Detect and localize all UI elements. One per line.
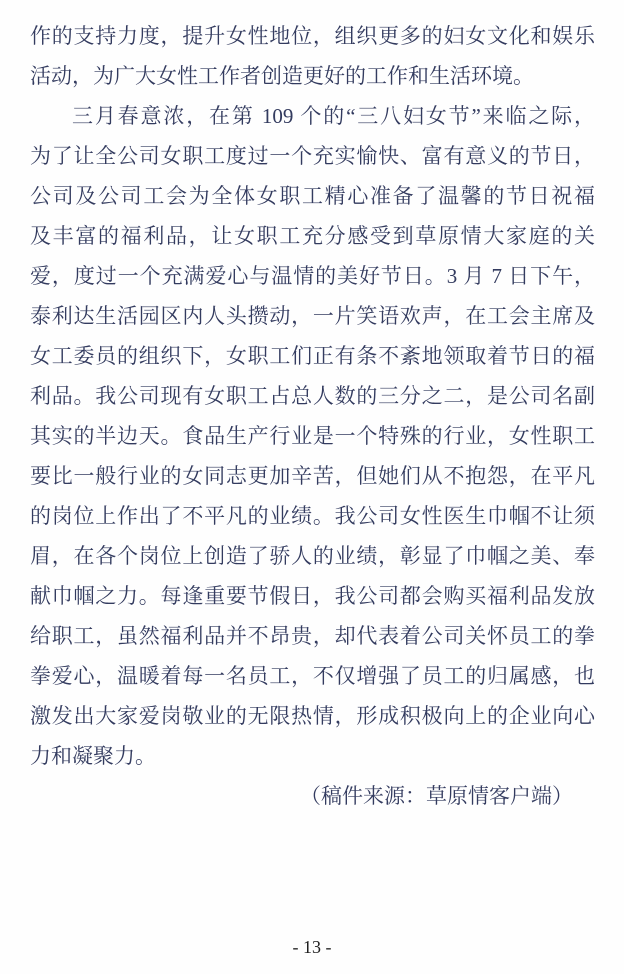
paragraph-1-line-1: 作的支持力度，提升女性地位，组织更多的妇女文化和娱乐: [30, 24, 595, 48]
paragraph-2-line-7: 女工委员的组织下，女职工们正有条不紊地领取着节日的福: [30, 344, 595, 368]
paragraph-2-line-9: 其实的半边天。食品生产行业是一个特殊的行业，女性职工: [30, 424, 595, 448]
paragraph-2-line-11: 的岗位上作出了不平凡的业绩。我公司女性医生巾帼不让须: [30, 504, 595, 528]
paragraph-2-line-3: 公司及公司工会为全体女职工精心准备了温馨的节日祝福: [30, 184, 595, 208]
page-number: - 13 -: [292, 937, 332, 957]
source-attribution: （稿件来源：草原情客户端）: [300, 784, 573, 808]
paragraph-2-line-13: 献巾帼之力。每逢重要节假日，我公司都会购买福利品发放: [30, 584, 595, 608]
paragraph-1-line-2: 活动，为广大女性工作者创造更好的工作和生活环境。: [30, 64, 534, 88]
paragraph-2-line-15: 拳爱心，温暖着每一名员工，不仅增强了员工的归属感，也: [30, 664, 595, 688]
paragraph-2-line-6: 泰利达生活园区内人头攒动，一片笑语欢声，在工会主席及: [30, 304, 595, 328]
paragraph-2-line-10: 要比一般行业的女同志更加辛苦，但她们从不抱怨，在平凡: [30, 464, 595, 488]
paragraph-2-line-17: 力和凝聚力。: [30, 744, 156, 768]
paragraph-2-line-8: 利品。我公司现有女职工占总人数的三分之二，是公司名副: [30, 384, 595, 408]
paragraph-2-line-14: 给职工，虽然福利品并不昂贵，却代表着公司关怀员工的拳: [30, 624, 595, 648]
paragraph-2-line-16: 激发出大家爱岗敬业的无限热情，形成积极向上的企业向心: [30, 704, 595, 728]
paragraph-2-line-4: 及丰富的福利品，让女职工充分感受到草原情大家庭的关: [30, 224, 595, 248]
paragraph-2-line-5: 爱，度过一个充满爱心与温情的美好节日。3 月 7 日下午，: [30, 264, 595, 288]
paragraph-2-line-12: 眉，在各个岗位上创造了骄人的业绩，彰显了巾帼之美、奉: [30, 544, 595, 568]
document-body: [30, 16, 595, 816]
paragraph-2-line-1: 三月春意浓，在第 109 个的“三八妇女节”来临之际，: [72, 104, 595, 128]
paragraph-2-line-2: 为了让全公司女职工度过一个充实愉快、富有意义的节日，: [30, 144, 595, 168]
